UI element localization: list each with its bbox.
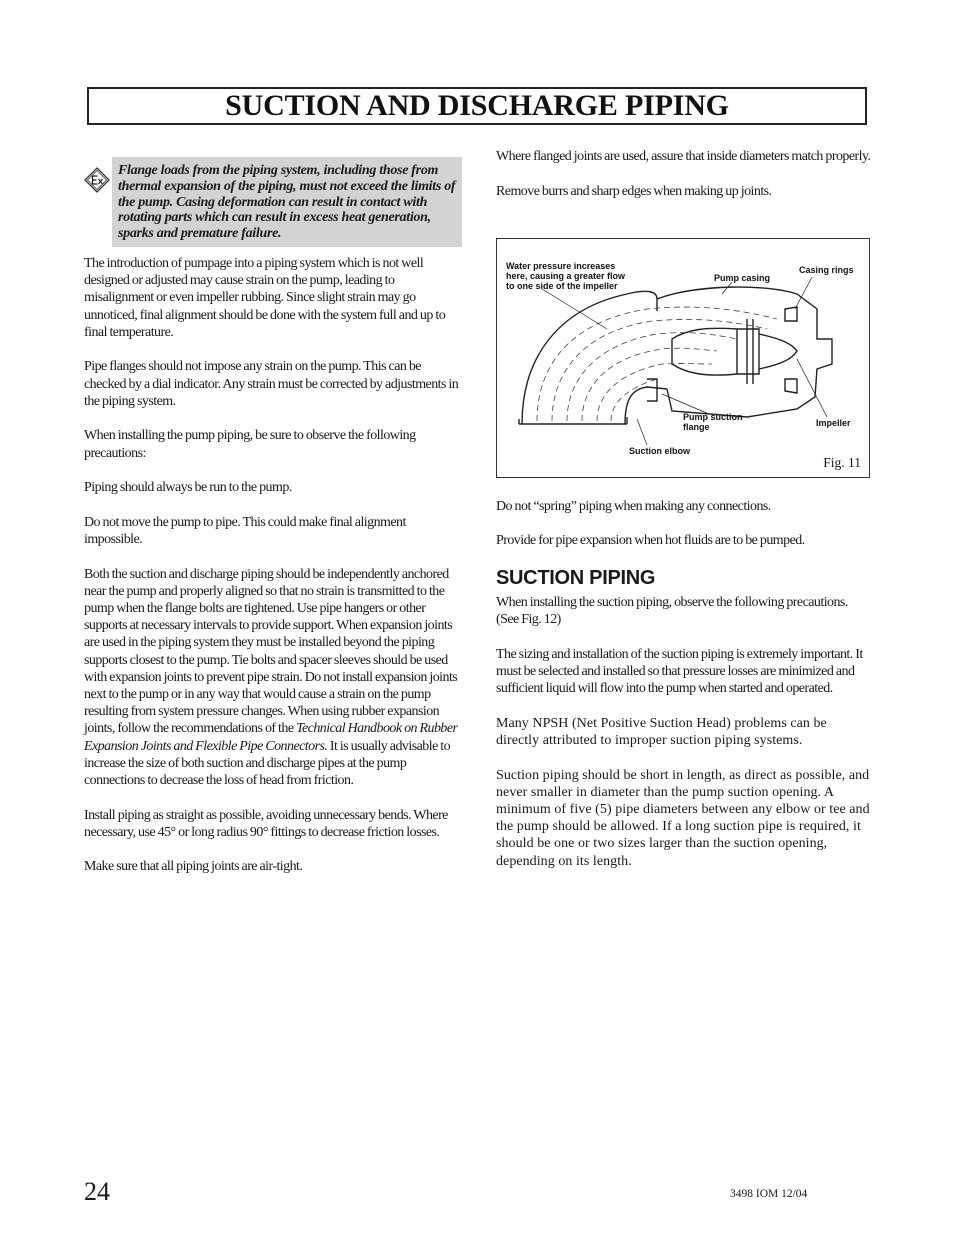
paragraph-anchoring: [84, 566, 462, 790]
document-id: 3498 IOM 12/04: [730, 1188, 808, 1200]
paragraph-flanged-joints: Where flanged joints are used, assure that inside diameters match properly.: [496, 149, 871, 164]
label-suction-elbow: Suction elbow: [629, 445, 691, 456]
anchoring-text-b: It is usually advisable to increase the size of both suction and discharge pipes at the pump connections to decrease the loss of head from friction.: [84, 738, 451, 789]
paragraph-flanges: Pipe flanges should not impose any strain on the pump. This can be checked by a dial indicator. Any strain must be corrected by adjustments in the piping system.: [84, 359, 459, 409]
anchoring-text-a: Both the suction and discharge piping should be independently anchored near the pump and properly aligned so that no strain is transmitted to the pump when the flange bolts are tightened. Use pipe hangers or other supports at necessary intervals to provide support. When expansion joints are used in the piping system they must be installed beyond the piping supports closest to the pump. Tie bolts and spacer sleeves should be used with expansion joints to prevent pipe strain. Do not install expansion joints next to the pump or in any way that would cause a strain on the pump resulting from system pressure changes. When using rubber expansion joints, follow the recommendations of the: [84, 566, 458, 737]
paragraph-run-to-pump: Piping should always be run to the pump.: [84, 480, 292, 496]
page-number: 24: [84, 1177, 110, 1206]
paragraph-expansion: Provide for pipe expansion when hot fluids are to be pumped.: [496, 533, 805, 549]
paragraph-straight-piping: Install piping as straight as possible, avoiding unnecessary bends. Where necessary, use 45° or long radius 90° fittings to decrease friction losses.: [84, 807, 448, 840]
title-box: [87, 87, 867, 125]
paragraph-sizing: The sizing and installation of the suction piping is extremely important. It must be selected and installed so that pressure losses are minimized and sufficient liquid will flow into the pump when started and operated.: [496, 646, 863, 697]
paragraph-intro: The introduction of pumpage into a piping system which is not well designed or adjusted may cause strain on the pump, leading to misalignment or even impeller rubbing. Since slight strain may go unnoticed, final alignment should be done with the system full and up to final temperature.: [84, 255, 446, 340]
label-water-pressure: Water pressure increases here, causing a greater flow to one side of the impeller: [506, 260, 626, 291]
paragraph-burrs: Remove burrs and sharp edges when making up joints.: [496, 183, 772, 199]
paragraph-npsh: Many NPSH (Net Positive Suction Head) problems can be directly attributed to improper suction piping systems.: [496, 715, 827, 748]
paragraph-short-length: Suction piping should be short in length, as direct as possible, and never smaller in diameter than the pump suction opening. A minimum of five (5) pipe diameters between any elbow or tee and the pump should be allowed. If a long suction pipe is required, it should be one or two sizes larger than the suction opening, depending on its length.: [496, 767, 870, 869]
page-title: SUCTION AND DISCHARGE PIPING: [225, 89, 729, 122]
right-column: [496, 148, 872, 887]
warning-callout: [84, 157, 462, 247]
label-casing-rings: Casing rings: [799, 264, 854, 275]
section-title-suction-piping: SUCTION PIPING: [496, 566, 656, 589]
figure-11: [496, 238, 870, 478]
paragraph-do-not-move: Do not move the pump to pipe. This could make final alignment impossible.: [84, 514, 406, 547]
paragraph-air-tight: Make sure that all piping joints are air-tight.: [84, 859, 303, 875]
left-column: [84, 157, 462, 893]
warning-text: Flange loads from the piping system, including those from thermal expansion of the piping, must not exceed the limits of the pump. Casing deformation can result in contact with rotating parts which can result in excess heat generation, sparks and premature failure.: [112, 157, 462, 247]
handbook-reference: Technical Handbook on Rubber Expansion Joints and Flexible Pipe Connectors.: [84, 721, 458, 754]
paragraph-no-spring: Do not “spring” piping when making any connections.: [496, 498, 771, 514]
figure-caption: Fig. 11: [823, 454, 861, 470]
paragraph-suction-precautions: When installing the suction piping, observe the following precautions. (See Fig. 12): [496, 594, 848, 628]
label-pump-casing: Pump casing: [714, 272, 771, 283]
paragraph-precautions: When installing the pump piping, be sure to observe the following precautions:: [84, 428, 416, 461]
label-suction-flange: Pump suction flange: [683, 411, 743, 432]
ex-hazard-icon: [84, 167, 110, 193]
label-impeller: Impeller: [816, 417, 851, 428]
